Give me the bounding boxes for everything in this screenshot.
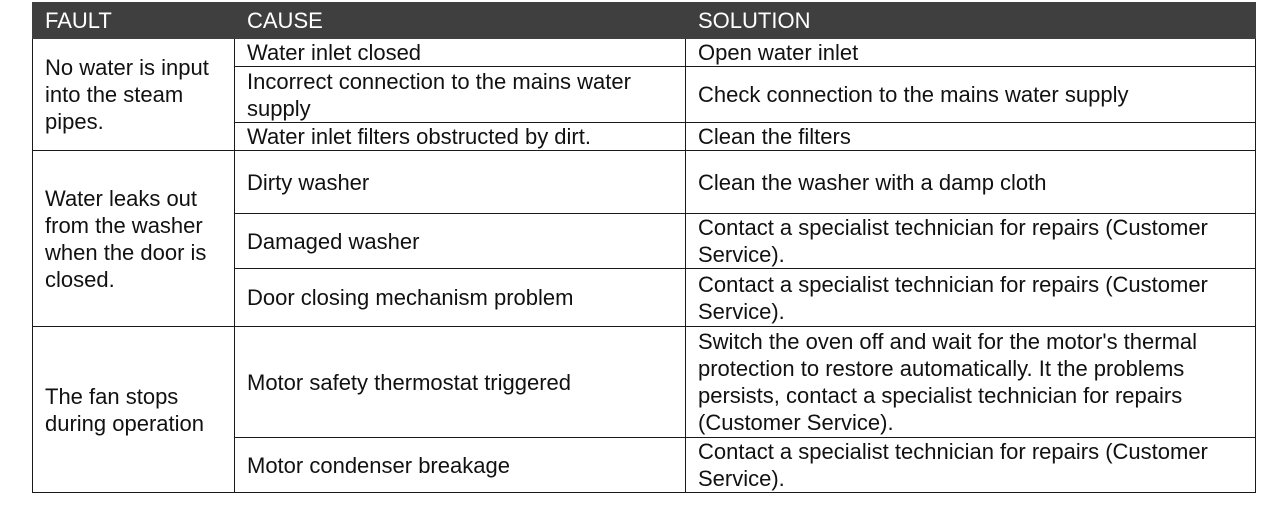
solution-cell: Open water inlet	[686, 39, 1256, 67]
cause-cell: Door closing mechanism problem	[235, 269, 686, 327]
fault-cell: The fan stops during operation	[33, 327, 235, 493]
table-row	[33, 151, 1256, 214]
header-solution: SOLUTION	[686, 3, 1256, 39]
solution-cell: Contact a specialist technician for repairs (Customer Service).	[686, 269, 1256, 327]
header-cause: CAUSE	[235, 3, 686, 39]
cause-cell: Water inlet closed	[235, 39, 686, 67]
solution-cell: Clean the washer with a damp cloth	[686, 151, 1256, 214]
table-row	[33, 39, 1256, 67]
cause-cell: Motor condenser breakage	[235, 438, 686, 493]
header-fault: FAULT	[33, 3, 235, 39]
cause-cell: Dirty washer	[235, 151, 686, 214]
header-row	[33, 3, 1256, 39]
troubleshooting-table	[32, 2, 1256, 493]
solution-cell: Clean the filters	[686, 123, 1256, 151]
solution-cell: Contact a specialist technician for repairs (Customer Service).	[686, 438, 1256, 493]
solution-cell: Contact a specialist technician for repairs (Customer Service).	[686, 214, 1256, 269]
cause-cell: Incorrect connection to the mains water supply	[235, 67, 686, 123]
fault-cell: Water leaks out from the washer when the door is closed.	[33, 151, 235, 327]
table-row	[33, 327, 1256, 438]
solution-cell: Switch the oven off and wait for the motor's thermal protection to restore automatically. It the problems persists, contact a specialist technician for repairs (Customer Service).	[686, 327, 1256, 438]
cause-cell: Motor safety thermostat triggered	[235, 327, 686, 438]
solution-cell: Check connection to the mains water supply	[686, 67, 1256, 123]
fault-cell: No water is input into the steam pipes.	[33, 39, 235, 151]
cause-cell: Damaged washer	[235, 214, 686, 269]
cause-cell: Water inlet filters obstructed by dirt.	[235, 123, 686, 151]
